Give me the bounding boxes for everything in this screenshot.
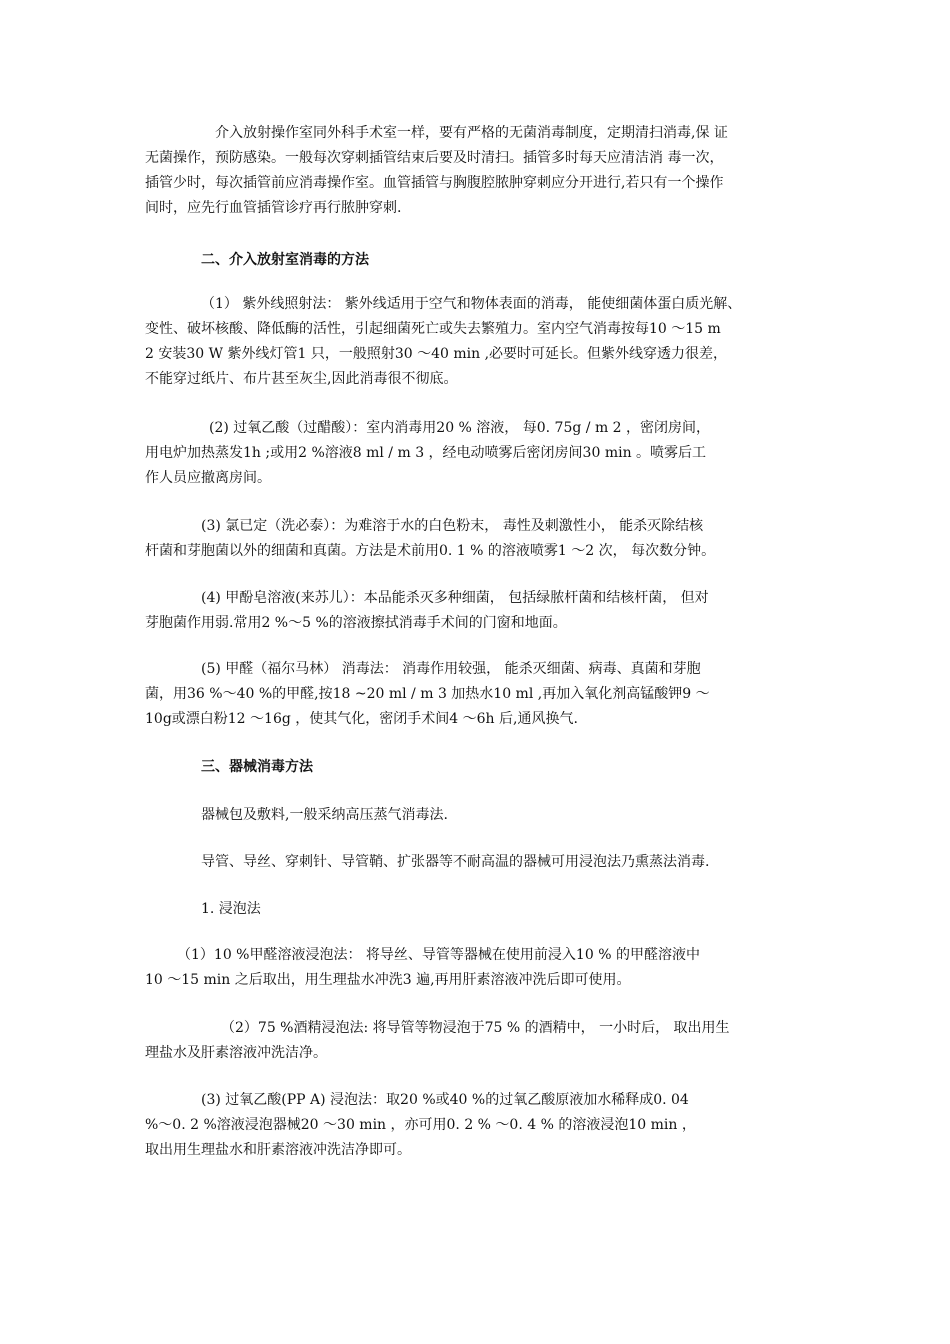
text-line: （2）75 %酒精浸泡法: 将导管等物浸泡于75 % 的酒精中， 一小时后， 取出用生 bbox=[221, 1020, 730, 1036]
text-line: 10 ～15 min 之后取出，用生理盐水冲洗3 遍,再用肝素溶液冲洗后即可使用。 bbox=[145, 972, 631, 988]
text-line: 2 安装30 W 紫外线灯管1 只，一般照射30 ～40 min ,必要时可延长。但紫外线穿透力很差， bbox=[145, 346, 728, 362]
soak-method-paragraph bbox=[145, 1016, 810, 1066]
text-line: 用电炉加热蒸发1h ;或用2 %溶液8 ml / m 3 ，经电动喷雾后密闭房间30 min 。喷雾后工 bbox=[145, 445, 707, 461]
text-line: (2) 过氧乙酸（过醋酸）：室内消毒用20 % 溶液， 每0. 75g / m 2 ，密闭房间， bbox=[209, 420, 711, 436]
soak-method-paragraph bbox=[145, 1088, 810, 1163]
text-line: 不能穿过纸片、布片甚至灰尘,因此消毒很不彻底。 bbox=[145, 371, 458, 387]
text-line: 间时，应先行血管插管诊疗再行脓肿穿刺. bbox=[145, 200, 402, 216]
text-line: 芽胞菌作用弱.常用2 %～5 %的溶液擦拭消毒手术间的门窗和地面。 bbox=[145, 615, 567, 631]
text-line: 无菌操作，预防感染。一般每次穿刺插管结束后要及时清扫。插管多时每天应清洁消 毒一次， bbox=[145, 150, 724, 166]
text-line: 菌，用36 %～40 %的甲醛,按18 ~20 ml / m 3 加热水10 ml ,再加入氧化剂高锰酸钾9 ～ bbox=[145, 686, 710, 702]
section-heading: 二、介入放射室消毒的方法 bbox=[201, 252, 369, 268]
method-paragraph bbox=[145, 657, 810, 732]
instrument-paragraph bbox=[145, 803, 810, 828]
text-line: （1） 紫外线照射法： 紫外线适用于空气和物体表面的消毒， 能使细菌体蛋白质光解、 bbox=[201, 296, 742, 312]
soak-method-paragraph bbox=[145, 943, 810, 993]
text-line: 取出用生理盐水和肝素溶液冲洗洁净即可。 bbox=[145, 1142, 411, 1158]
text-line: (3) 氯已定（洗必泰）：为难溶于水的白色粉末， 毒性及刺激性小， 能杀灭除结核 bbox=[201, 518, 704, 534]
method-paragraph bbox=[145, 416, 810, 491]
text-line: (3) 过氧乙酸(PP A) 浸泡法：取20 %或40 %的过氧乙酸原液加水稀释成0. 04 bbox=[201, 1092, 689, 1108]
text-line: 1. 浸泡法 bbox=[201, 901, 261, 917]
text-line: 杆菌和芽胞菌以外的细菌和真菌。方法是术前用0. 1 % 的溶液喷雾1 ～2 次， 每次数分钟。 bbox=[145, 543, 716, 559]
text-line: 变性、破坏核酸、降低酶的活性，引起细菌死亡或失去繁殖力。室内空气消毒按每10 ～15 m bbox=[145, 321, 721, 337]
instrument-paragraph bbox=[145, 850, 810, 875]
intro-paragraph bbox=[145, 121, 810, 221]
text-line: （1）10 %甲醛溶液浸泡法： 将导丝、导管等器械在使用前浸入10 % 的甲醛溶液中 bbox=[177, 947, 700, 963]
text-line: 理盐水及肝素溶液冲洗洁净。 bbox=[145, 1045, 327, 1061]
text-line: 10g或漂白粉12 ～16g ，使其气化，密闭手术间4 ～6h 后,通风换气. bbox=[145, 711, 578, 727]
text-line: 插管少时，每次插管前应消毒操作室。血管插管与胸腹腔脓肿穿刺应分开进行,若只有一个操作 bbox=[145, 175, 724, 191]
text-line: %～0. 2 %溶液浸泡器械20 ～30 min ，亦可用0. 2 % ～0. 4 % 的溶液浸泡10 min ， bbox=[145, 1117, 696, 1133]
text-line: (5) 甲醛（福尔马林） 消毒法： 消毒作用较强， 能杀灭细菌、病毒、真菌和芽胞 bbox=[201, 661, 701, 677]
text-line: 导管、导丝、穿刺针、导管鞘、扩张器等不耐高温的器械可用浸泡法乃熏蒸法消毒. bbox=[201, 854, 710, 870]
text-line: (4) 甲酚皂溶液(来苏儿）：本品能杀灭多种细菌， 包括绿脓杆菌和结核杆菌， 但对 bbox=[201, 590, 709, 606]
text-line: 作人员应撤离房间。 bbox=[145, 470, 271, 486]
subheading bbox=[145, 897, 810, 922]
section-heading: 三、器械消毒方法 bbox=[201, 759, 313, 775]
method-paragraph bbox=[145, 586, 810, 636]
method-paragraph bbox=[145, 292, 810, 392]
text-line: 器械包及敷料,一般采纳高压蒸气消毒法. bbox=[201, 807, 448, 823]
method-paragraph bbox=[145, 514, 810, 564]
text-line: 介入放射操作室同外科手术室一样，要有严格的无菌消毒制度，定期清扫消毒,保 证 bbox=[215, 125, 728, 141]
